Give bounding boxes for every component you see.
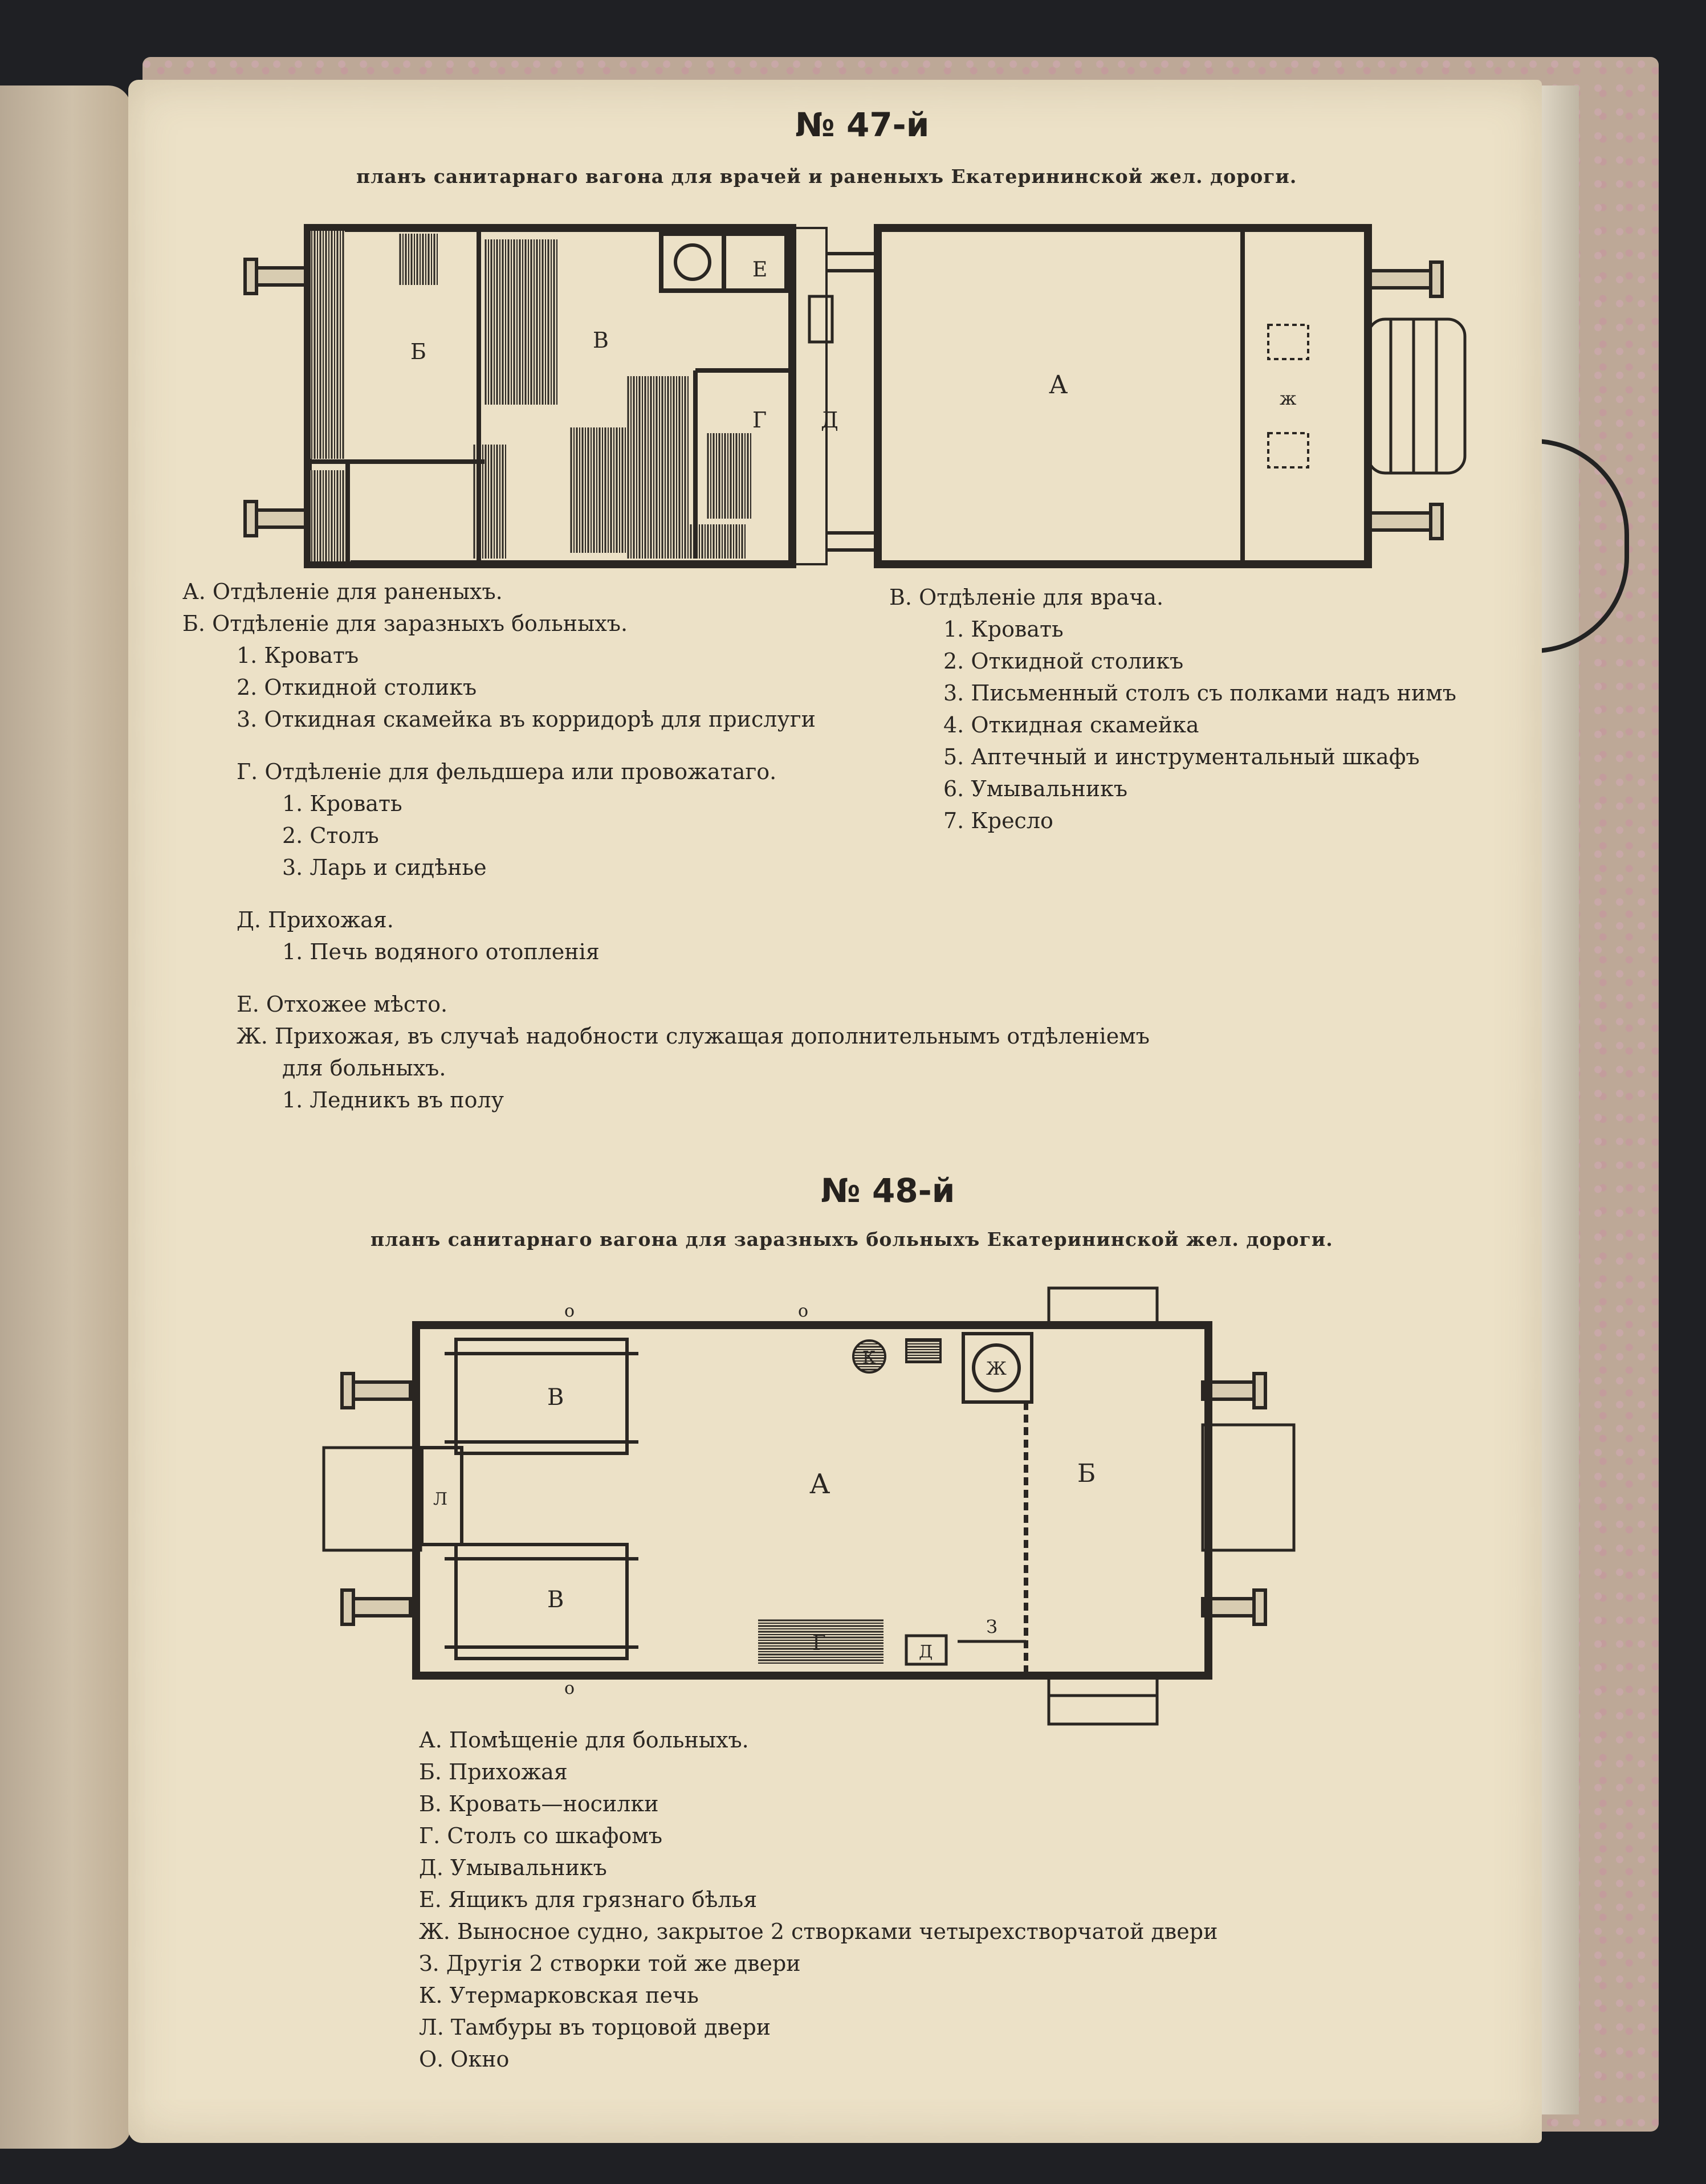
plan47-title: № 47-й <box>795 105 930 144</box>
legend-item: 5. Аптечный и инструментальный шкафъ <box>943 744 1420 769</box>
plan48-label-o: о <box>564 1301 575 1321</box>
legend-item: 3. Откидная скамейка въ корридорѣ для прислуги <box>237 707 816 732</box>
plan47-label-g: Г <box>752 408 767 433</box>
legend-item: В. Отдѣленіе для врача. <box>889 585 1164 610</box>
plan47-subtitle: планъ санитарнаго вагона для врачей и раненыхъ Екатерининской жел. дороги. <box>356 165 1297 188</box>
plan48-label-v-top: В <box>547 1384 564 1411</box>
plan48-floorplan <box>319 1277 1300 1698</box>
legend-item: для больныхъ. <box>282 1056 446 1081</box>
legend-item: Б. Отдѣленіе для заразныхъ больныхъ. <box>182 611 628 636</box>
legend-item: Ж. Выносное судно, закрытое 2 створками четырехстворчатой двери <box>419 1919 1218 1944</box>
legend-item: З. Другія 2 створки той же двери <box>419 1951 801 1976</box>
plan48-label-o: о <box>564 1678 575 1698</box>
legend-item: 1. Ледникъ въ полу <box>282 1087 504 1113</box>
legend-item: 1. Печь водяного отопленія <box>282 939 600 964</box>
plan48-label-g: Г <box>812 1632 826 1655</box>
left-page-edge <box>0 85 131 2149</box>
legend-item: А. Отдѣленіе для раненыхъ. <box>182 579 503 604</box>
plan47-label-a: А <box>1049 370 1068 400</box>
plan47-label-zh: ж <box>1280 388 1297 409</box>
legend-item: А. Помѣщеніе для больныхъ. <box>419 1727 749 1753</box>
legend-item: 2. Откидной столикъ <box>943 649 1184 674</box>
legend-item: 7. Кресло <box>943 808 1053 833</box>
plan48-label-b: Б <box>1077 1459 1096 1488</box>
legend-item: 2. Откидной столикъ <box>237 675 477 700</box>
plan48-legend <box>419 1724 1218 2075</box>
legend-item: Г. Столъ со шкафомъ <box>419 1823 663 1848</box>
legend-item: 1. Кровать <box>943 617 1064 642</box>
legend-item: Д. Прихожая. <box>237 907 394 932</box>
plan48-label-z: З <box>986 1616 997 1637</box>
plan48-subtitle: планъ санитарнаго вагона для заразныхъ больныхъ Екатерининской жел. дороги. <box>370 1228 1333 1250</box>
legend-item: 2. Столъ <box>282 823 379 848</box>
legend-item: 6. Умывальникъ <box>943 776 1128 801</box>
plan47-legend-right <box>889 581 1456 837</box>
legend-item: Е. Ящикъ для грязнаго бѣлья <box>419 1887 758 1912</box>
legend-item: 4. Откидная скамейка <box>943 712 1199 737</box>
legend-item: Л. Тамбуры въ торцовой двери <box>419 2015 771 2040</box>
plan48-label-d: Д <box>919 1642 933 1662</box>
plan47-label-e: Е <box>752 258 768 282</box>
plan47-label-v: В <box>593 328 609 353</box>
legend-item: О. Окно <box>419 2047 510 2072</box>
plan48-title: № 48-й <box>821 1171 955 1210</box>
plan48-label-v-bottom: В <box>547 1587 564 1613</box>
plan48-label-l: Л <box>433 1489 448 1509</box>
legend-item: К. Утермарковская печь <box>419 1983 699 2008</box>
legend-item: Ж. Прихожая, въ случаѣ надобности служащая дополнительнымъ отдѣленіемъ <box>237 1024 1150 1049</box>
legend-item: В. Кровать—носилки <box>419 1791 659 1816</box>
legend-item: Е. Отхожее мѣсто. <box>237 992 448 1017</box>
plan48-label-o: о <box>798 1301 809 1321</box>
plan48-label-a: А <box>809 1468 830 1500</box>
legend-item: Б. Прихожая <box>419 1759 568 1784</box>
legend-item: Д. Умывальникъ <box>419 1855 607 1880</box>
legend-item: 1. Кровать <box>282 791 402 816</box>
legend-item: 3. Ларь и сидѣнье <box>282 855 487 880</box>
plan47-label-d: Д <box>821 408 838 433</box>
legend-item: Г. Отдѣленіе для фельдшера или провожатаго. <box>237 759 777 784</box>
plan47-floorplan <box>228 217 1471 581</box>
plan48-label-zh: Ж <box>986 1358 1007 1379</box>
plan47-label-b: Б <box>410 339 426 364</box>
legend-item: 1. Кроватъ <box>237 643 359 668</box>
legend-item: 3. Письменный столъ съ полками надъ нимъ <box>943 681 1456 706</box>
plan48-label-k: К <box>862 1348 876 1368</box>
